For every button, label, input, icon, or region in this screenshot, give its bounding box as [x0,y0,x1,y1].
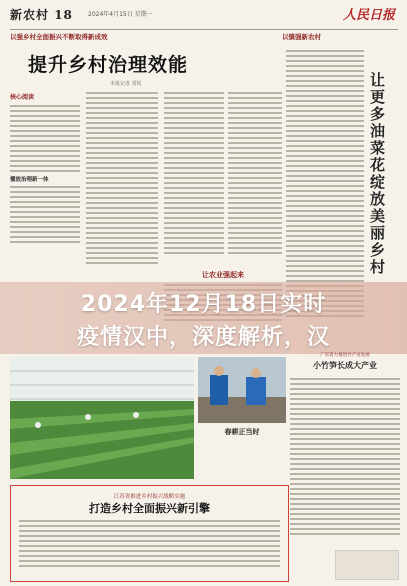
masthead-date: 2024年4月15日 星期一 [88,11,153,18]
top-banner-left: 以强乡村全面振兴不断取得新成效 [10,33,108,41]
boxed-article-headline: 打造乡村全面振兴新引擎 [89,502,210,515]
mid-column-title: 让农业强起来 [202,270,244,279]
section-title: 新农村 18 [10,8,73,22]
overlay-banner [0,282,407,354]
right-bottom-headline: 小竹笋长成大产业 [313,360,377,370]
workers-illustration [198,357,286,423]
main-headline: 提升乡村治理效能 [28,54,189,76]
right-column-text [286,50,364,320]
sidebar-title: 核心阅读 [10,94,35,101]
right-bottom-text [290,378,400,538]
greenhouse-photo [10,357,194,479]
column-text-2 [164,92,224,262]
vertical-headline: 让更多油菜花绽放美丽乡村 [368,72,386,276]
newspaper-logo: 人民日报 [342,8,395,23]
footer-thumbnail [335,550,399,580]
overlay-line-2: 疫情汉中，深度解析，汉 [76,325,330,350]
photo-caption: 春耕正当时 [224,427,260,436]
workers-photo [198,357,286,423]
boxed-article [10,485,289,582]
column-text-1 [86,92,158,272]
boxed-article-text [19,520,280,572]
overlay-line-1: 2024年12月18日实时 [80,292,327,317]
greenhouse-illustration [10,357,194,479]
boxed-article-kicker: 江苏省推进乡村振兴战略实施 [113,494,186,500]
right-bottom-kicker: 广东着力推进竹产业发展 [320,353,370,358]
column-text-3 [228,92,282,262]
sidebar-subtitle: 播放治理新一体 [10,177,49,183]
masthead [0,0,407,28]
top-banner-right: 以镇强新农村 [282,33,321,41]
masthead-divider [10,29,398,30]
sidebar-box [10,92,80,302]
main-byline: 本报记者 常钦 [110,81,142,87]
